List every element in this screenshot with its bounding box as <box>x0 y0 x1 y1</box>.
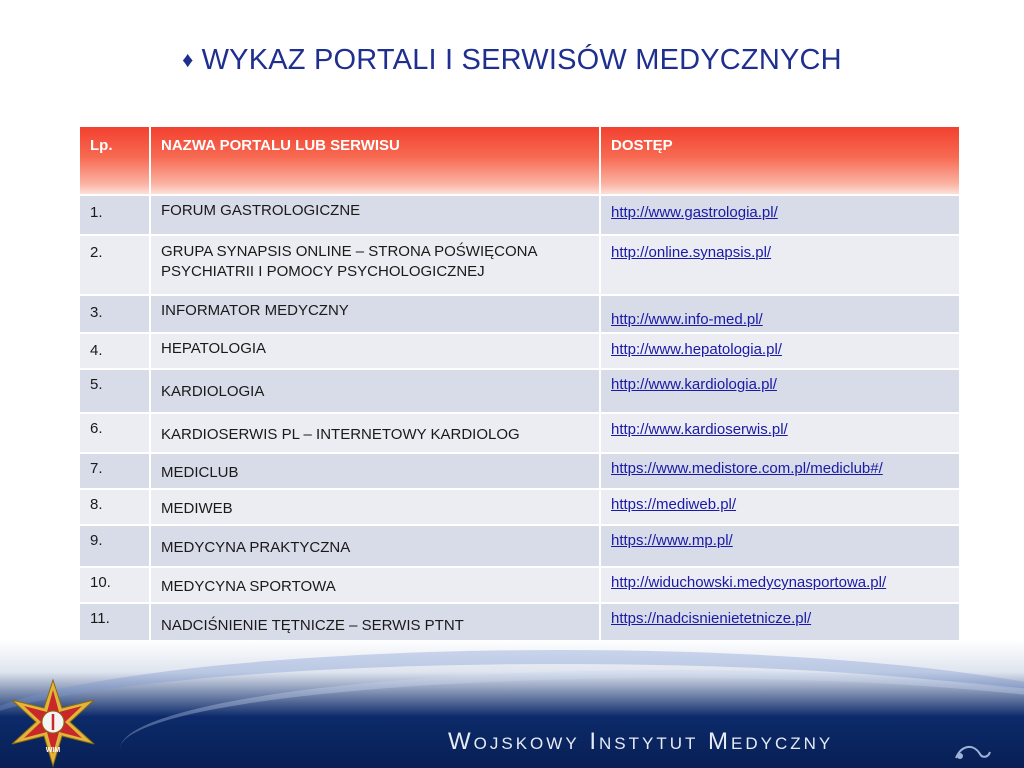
table-row <box>80 369 960 413</box>
institute-name: Wojskowy Instytut Medyczny <box>448 728 834 755</box>
portal-name: FORUM GASTROLOGICZNE <box>150 195 600 235</box>
portal-link[interactable]: https://www.medistore.com.pl/mediclub#/ <box>611 460 883 477</box>
logo-text: WIM <box>45 747 61 754</box>
header-lp: Lp. <box>80 127 150 195</box>
portal-link[interactable]: http://www.hepatologia.pl/ <box>611 341 782 358</box>
footer-banner <box>0 640 1024 768</box>
portal-name: MEDYCYNA PRAKTYCZNA <box>150 525 600 567</box>
table-row <box>80 489 960 525</box>
table-row <box>80 603 960 645</box>
table-row <box>80 453 960 489</box>
table-row <box>80 195 960 235</box>
table-row <box>80 525 960 567</box>
header-name: NAZWA PORTALU LUB SERWISU <box>150 127 600 195</box>
row-number: 7. <box>80 453 150 489</box>
table-row <box>80 295 960 333</box>
portal-name: MEDICLUB <box>150 453 600 489</box>
page-title-text: WYKAZ PORTALI I SERWISÓW MEDYCZNYCH <box>201 44 842 76</box>
portal-name: GRUPA SYNAPSIS ONLINE – STRONA POŚWIĘCONA PSYCHIATRII I POMOCY PSYCHOLOGICZNEJ <box>150 235 600 295</box>
row-number: 9. <box>80 525 150 567</box>
table-row <box>80 567 960 603</box>
table-row <box>80 413 960 453</box>
portal-name: NADCIŚNIENIE TĘTNICZE – SERWIS PTNT <box>150 603 600 645</box>
portal-name: INFORMATOR MEDYCZNY <box>150 295 600 333</box>
row-number: 3. <box>80 295 150 333</box>
table-row <box>80 235 960 295</box>
portal-name: MEDYCYNA SPORTOWA <box>150 567 600 603</box>
portal-name: KARDIOSERWIS PL – INTERNETOWY KARDIOLOG <box>150 413 600 453</box>
portals-table <box>80 127 961 646</box>
row-number: 11. <box>80 603 150 645</box>
row-number: 5. <box>80 369 150 413</box>
header-access: DOSTĘP <box>600 127 960 195</box>
row-number: 2. <box>80 235 150 295</box>
portal-name: HEPATOLOGIA <box>150 333 600 369</box>
ornament-icon <box>952 740 992 764</box>
row-number: 1. <box>80 195 150 235</box>
page-title <box>0 44 1024 77</box>
portal-link[interactable]: http://widuchowski.medycynasportowa.pl/ <box>611 574 887 591</box>
portal-link[interactable]: http://www.info-med.pl/ <box>611 311 763 328</box>
wim-logo-icon <box>8 678 98 768</box>
row-number: 10. <box>80 567 150 603</box>
portal-name: KARDIOLOGIA <box>150 369 600 413</box>
portal-link[interactable]: http://online.synapsis.pl/ <box>611 244 772 261</box>
diamond-bullet-icon: ♦ <box>182 47 194 72</box>
portal-link[interactable]: https://www.mp.pl/ <box>611 532 733 549</box>
portal-link[interactable]: https://mediweb.pl/ <box>611 496 737 513</box>
table-row <box>80 333 960 369</box>
portal-link[interactable]: https://nadcisnienietetnicze.pl/ <box>611 610 812 627</box>
portal-name: MEDIWEB <box>150 489 600 525</box>
portal-link[interactable]: http://www.kardiologia.pl/ <box>611 376 777 393</box>
row-number: 4. <box>80 333 150 369</box>
row-number: 6. <box>80 413 150 453</box>
table-header-row <box>80 127 960 195</box>
portal-link[interactable]: http://www.kardioserwis.pl/ <box>611 421 788 438</box>
row-number: 8. <box>80 489 150 525</box>
portal-link[interactable]: http://www.gastrologia.pl/ <box>611 204 778 221</box>
